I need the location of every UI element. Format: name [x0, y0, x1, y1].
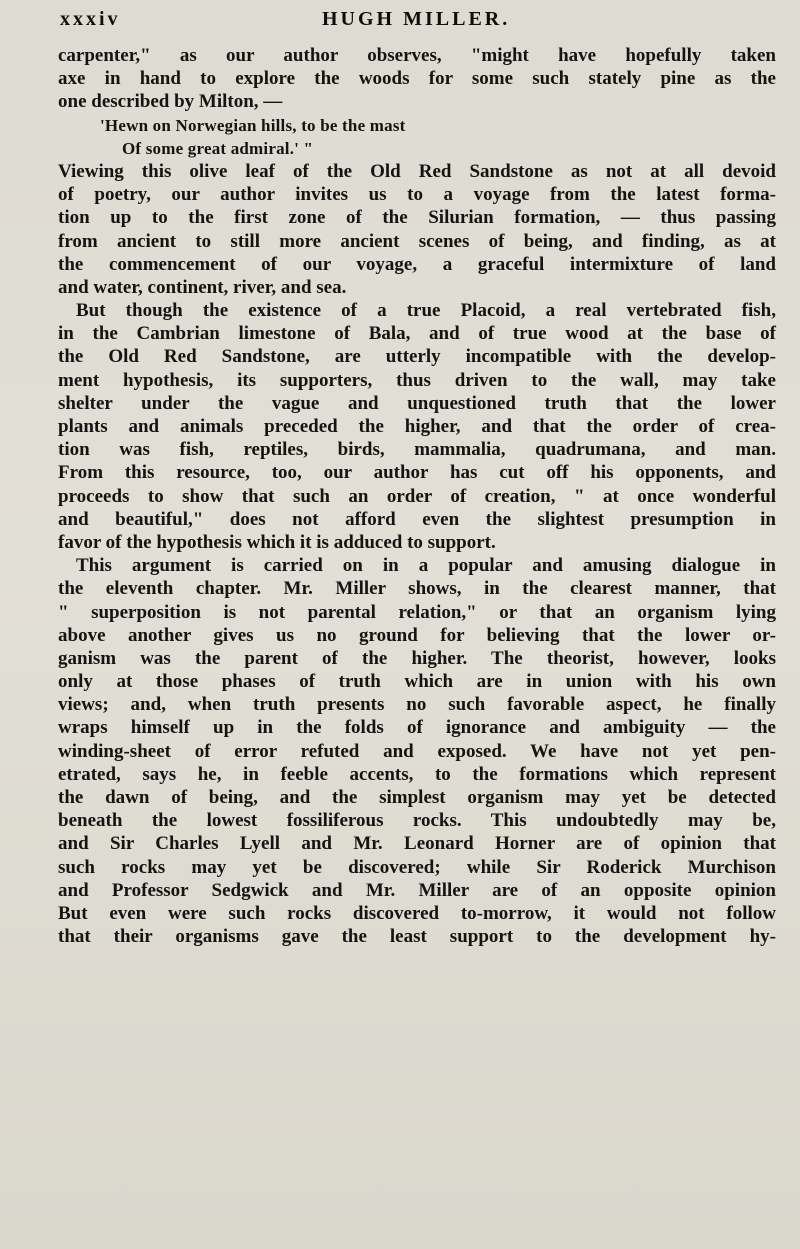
text-line: that their organisms gave the least support to the development hy- — [58, 926, 776, 948]
text-line: 'Hewn on Norwegian hills, to be the mast — [100, 115, 406, 135]
text-line: favor of the hypothesis which it is adduced to support. — [58, 531, 496, 553]
text-line: and water, continent, river, and sea. — [58, 276, 347, 298]
text-line: one described by Milton, — — [58, 91, 283, 113]
text-line: axe in hand to explore the woods for some such stately pine as the — [58, 68, 776, 90]
text-line: Of some great admiral.' " — [122, 138, 314, 158]
text-line: ment hypothesis, its supporters, thus driven to the wall, may take — [58, 369, 776, 391]
text-line: in the Cambrian limestone of Bala, and of true wood at the base of — [58, 323, 776, 345]
text-line: From this resource, too, our author has cut off his opponents, and — [58, 462, 776, 484]
text-line: such rocks may yet be discovered; while Sir Roderick Murchison — [58, 856, 776, 878]
text-line: But though the existence of a true Placoid, a real vertebrated fish, — [76, 300, 776, 322]
text-line: the commencement of our voyage, a graceful intermixture of land — [58, 253, 776, 275]
text-line: the eleventh chapter. Mr. Miller shows, in the clearest manner, that — [58, 578, 776, 600]
page-header — [60, 8, 770, 38]
text-line: the dawn of being, and the simplest organism may yet be detected — [58, 787, 776, 808]
running-head: HUGH MILLER. — [322, 8, 511, 30]
text-line: ganism was the parent of the higher. The theorist, however, looks — [58, 647, 776, 669]
text-line: " superposition is not parental relation," or that an organism lying — [58, 601, 776, 623]
text-line: and Sir Charles Lyell and Mr. Leonard Horner are of opinion that — [58, 833, 776, 855]
text-line: But even were such rocks discovered to-morrow, it would not follow — [58, 902, 776, 924]
text-line: only at those phases of truth which are in union with his own — [58, 671, 776, 693]
text-line: This argument is carried on in a popular and amusing dialogue in — [76, 555, 776, 577]
text-line: wraps himself up in the folds of ignorance and ambiguity — the — [58, 717, 776, 739]
page-number: xxxiv — [60, 8, 121, 30]
text-line: carpenter," as our author observes, "might have hopefully taken — [58, 45, 776, 66]
text-line: and Professor Sedgwick and Mr. Miller are of an opposite opinion — [58, 879, 776, 901]
text-line: tion up to the first zone of the Silurian formation, — thus passing — [58, 207, 776, 229]
body-text — [58, 44, 776, 948]
text-line: winding-sheet of error refuted and exposed. We have not yet pen- — [58, 740, 776, 762]
text-line: from ancient to still more ancient scenes of being, and finding, as at — [58, 230, 776, 252]
text-line: above another gives us no ground for believing that the lower or- — [58, 624, 776, 646]
text-line: views; and, when truth presents no such favorable aspect, he finally — [58, 694, 776, 716]
text-line: tion was fish, reptiles, birds, mammalia, quadrumana, and man. — [58, 439, 776, 461]
text-line: beneath the lowest fossiliferous rocks. This undoubtedly may be, — [58, 810, 776, 832]
text-line: Viewing this olive leaf of the Old Red Sandstone as not at all devoid — [58, 160, 776, 182]
text-line: etrated, says he, in feeble accents, to the formations which represent — [58, 763, 776, 785]
text-line: and beautiful," does not afford even the slightest presumption in — [58, 508, 776, 530]
text-line: proceeds to show that such an order of creation, " at once wonderful — [58, 485, 776, 507]
text-line: the Old Red Sandstone, are utterly incompatible with the develop- — [58, 346, 776, 368]
text-line: plants and animals preceded the higher, and that the order of crea- — [58, 416, 776, 437]
text-line: shelter under the vague and unquestioned truth that the lower — [58, 392, 776, 414]
text-line: of poetry, our author invites us to a voyage from the latest forma- — [58, 184, 776, 206]
